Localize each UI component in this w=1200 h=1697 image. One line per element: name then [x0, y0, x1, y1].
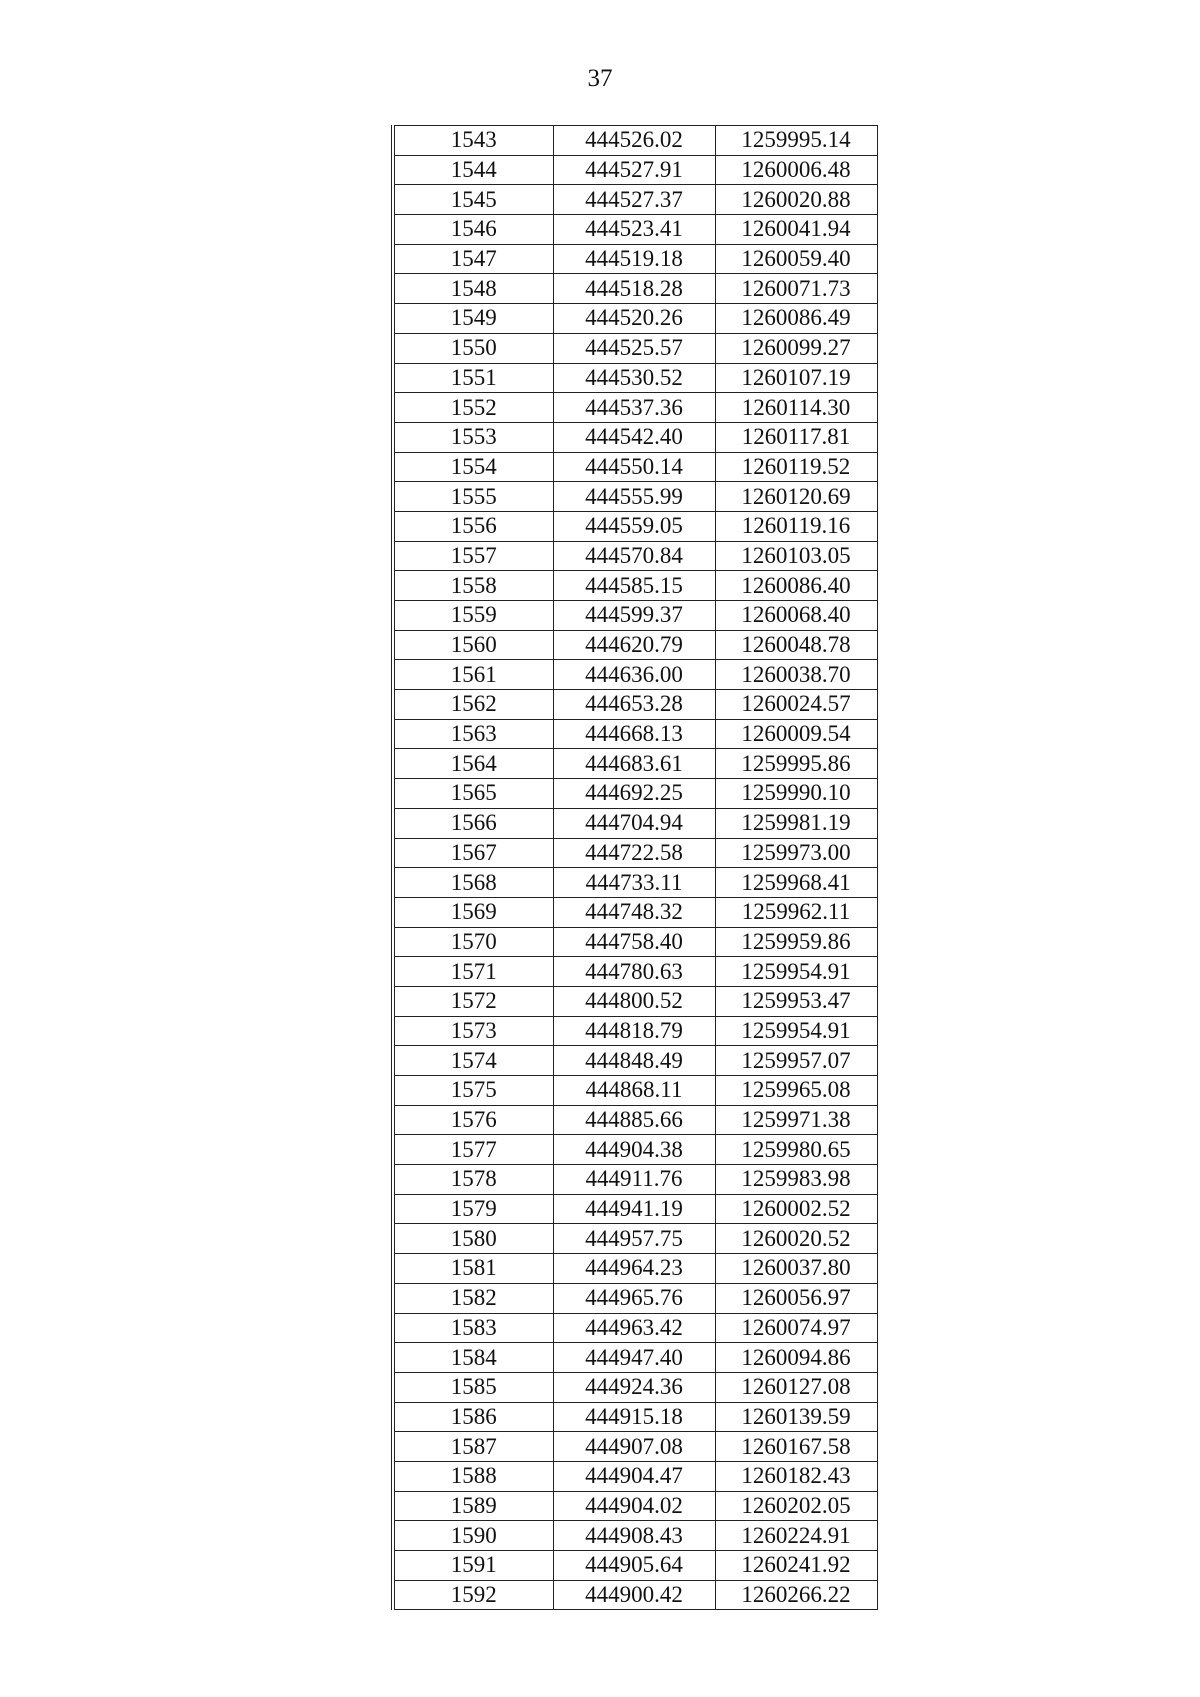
- y-coordinate-cell: 1260127.08: [715, 1372, 877, 1402]
- x-coordinate-cell: 444559.05: [553, 511, 715, 541]
- point-number-cell: 1588: [393, 1461, 553, 1491]
- x-coordinate-cell: 444636.00: [553, 660, 715, 690]
- point-number-cell: 1570: [393, 927, 553, 957]
- y-coordinate-cell: 1259965.08: [715, 1076, 877, 1106]
- table-row: [393, 1580, 877, 1610]
- x-coordinate-cell: 444965.76: [553, 1283, 715, 1313]
- point-number-cell: 1585: [393, 1372, 553, 1402]
- y-coordinate-cell: 1260068.40: [715, 601, 877, 631]
- x-coordinate-cell: 444908.43: [553, 1521, 715, 1551]
- x-coordinate-cell: 444585.15: [553, 571, 715, 601]
- y-coordinate-cell: 1260241.92: [715, 1551, 877, 1581]
- point-number-cell: 1575: [393, 1076, 553, 1106]
- point-number-cell: 1564: [393, 749, 553, 779]
- y-coordinate-cell: 1260009.54: [715, 719, 877, 749]
- table-row: [393, 1461, 877, 1491]
- point-number-cell: 1552: [393, 393, 553, 423]
- x-coordinate-cell: 444904.38: [553, 1135, 715, 1165]
- point-number-cell: 1565: [393, 779, 553, 809]
- point-number-cell: 1545: [393, 185, 553, 215]
- y-coordinate-cell: 1260038.70: [715, 660, 877, 690]
- table-row: [393, 511, 877, 541]
- point-number-cell: 1548: [393, 274, 553, 304]
- x-coordinate-cell: 444518.28: [553, 274, 715, 304]
- table-row: [393, 393, 877, 423]
- point-number-cell: 1558: [393, 571, 553, 601]
- table-row: [393, 1283, 877, 1313]
- table-row: [393, 838, 877, 868]
- y-coordinate-cell: 1260024.57: [715, 690, 877, 720]
- x-coordinate-cell: 444526.02: [553, 126, 715, 156]
- y-coordinate-cell: 1260071.73: [715, 274, 877, 304]
- x-coordinate-cell: 444692.25: [553, 779, 715, 809]
- y-coordinate-cell: 1260059.40: [715, 244, 877, 274]
- y-coordinate-cell: 1260086.49: [715, 304, 877, 334]
- table-row: [393, 1432, 877, 1462]
- point-number-cell: 1557: [393, 541, 553, 571]
- x-coordinate-cell: 444520.26: [553, 304, 715, 334]
- point-number-cell: 1561: [393, 660, 553, 690]
- x-coordinate-cell: 444868.11: [553, 1076, 715, 1106]
- point-number-cell: 1553: [393, 422, 553, 452]
- point-number-cell: 1579: [393, 1194, 553, 1224]
- point-number-cell: 1576: [393, 1105, 553, 1135]
- x-coordinate-cell: 444848.49: [553, 1046, 715, 1076]
- point-number-cell: 1555: [393, 482, 553, 512]
- table-row: [393, 1224, 877, 1254]
- y-coordinate-cell: 1260048.78: [715, 630, 877, 660]
- table-row: [393, 986, 877, 1016]
- y-coordinate-cell: 1260182.43: [715, 1461, 877, 1491]
- x-coordinate-cell: 444599.37: [553, 601, 715, 631]
- point-number-cell: 1589: [393, 1491, 553, 1521]
- table-row: [393, 1313, 877, 1343]
- table-row: [393, 304, 877, 334]
- y-coordinate-cell: 1259995.14: [715, 126, 877, 156]
- point-number-cell: 1554: [393, 452, 553, 482]
- y-coordinate-cell: 1259954.91: [715, 957, 877, 987]
- table-row: [393, 1372, 877, 1402]
- coordinates-table: [391, 125, 878, 1610]
- x-coordinate-cell: 444525.57: [553, 333, 715, 363]
- point-number-cell: 1586: [393, 1402, 553, 1432]
- table-row: [393, 1491, 877, 1521]
- x-coordinate-cell: 444941.19: [553, 1194, 715, 1224]
- table-row: [393, 1135, 877, 1165]
- x-coordinate-cell: 444722.58: [553, 838, 715, 868]
- x-coordinate-cell: 444555.99: [553, 482, 715, 512]
- point-number-cell: 1567: [393, 838, 553, 868]
- table-row: [393, 927, 877, 957]
- table-row: [393, 601, 877, 631]
- x-coordinate-cell: 444668.13: [553, 719, 715, 749]
- x-coordinate-cell: 444904.47: [553, 1461, 715, 1491]
- point-number-cell: 1580: [393, 1224, 553, 1254]
- y-coordinate-cell: 1260002.52: [715, 1194, 877, 1224]
- table-row: [393, 452, 877, 482]
- x-coordinate-cell: 444748.32: [553, 897, 715, 927]
- table-row: [393, 422, 877, 452]
- point-number-cell: 1569: [393, 897, 553, 927]
- table-row: [393, 482, 877, 512]
- x-coordinate-cell: 444907.08: [553, 1432, 715, 1462]
- point-number-cell: 1590: [393, 1521, 553, 1551]
- point-number-cell: 1562: [393, 690, 553, 720]
- table-row: [393, 779, 877, 809]
- y-coordinate-cell: 1260041.94: [715, 215, 877, 245]
- y-coordinate-cell: 1259971.38: [715, 1105, 877, 1135]
- y-coordinate-cell: 1260117.81: [715, 422, 877, 452]
- table-row: [393, 274, 877, 304]
- table-row: [393, 1046, 877, 1076]
- y-coordinate-cell: 1260266.22: [715, 1580, 877, 1610]
- y-coordinate-cell: 1260114.30: [715, 393, 877, 423]
- y-coordinate-cell: 1260037.80: [715, 1254, 877, 1284]
- table-row: [393, 1254, 877, 1284]
- table-row: [393, 1521, 877, 1551]
- y-coordinate-cell: 1260020.88: [715, 185, 877, 215]
- y-coordinate-cell: 1260094.86: [715, 1343, 877, 1373]
- y-coordinate-cell: 1259957.07: [715, 1046, 877, 1076]
- point-number-cell: 1582: [393, 1283, 553, 1313]
- x-coordinate-cell: 444947.40: [553, 1343, 715, 1373]
- y-coordinate-cell: 1260202.05: [715, 1491, 877, 1521]
- table-row: [393, 630, 877, 660]
- y-coordinate-cell: 1260120.69: [715, 482, 877, 512]
- x-coordinate-cell: 444550.14: [553, 452, 715, 482]
- point-number-cell: 1551: [393, 363, 553, 393]
- point-number-cell: 1587: [393, 1432, 553, 1462]
- table-row: [393, 185, 877, 215]
- table-row: [393, 1076, 877, 1106]
- y-coordinate-cell: 1260107.19: [715, 363, 877, 393]
- x-coordinate-cell: 444527.91: [553, 155, 715, 185]
- x-coordinate-cell: 444570.84: [553, 541, 715, 571]
- x-coordinate-cell: 444924.36: [553, 1372, 715, 1402]
- x-coordinate-cell: 444800.52: [553, 986, 715, 1016]
- point-number-cell: 1578: [393, 1165, 553, 1195]
- y-coordinate-cell: 1260056.97: [715, 1283, 877, 1313]
- y-coordinate-cell: 1259954.91: [715, 1016, 877, 1046]
- table-row: [393, 155, 877, 185]
- x-coordinate-cell: 444523.41: [553, 215, 715, 245]
- point-number-cell: 1543: [393, 126, 553, 156]
- coordinates-table-body: [393, 126, 877, 1610]
- table-row: [393, 1105, 877, 1135]
- point-number-cell: 1556: [393, 511, 553, 541]
- x-coordinate-cell: 444963.42: [553, 1313, 715, 1343]
- x-coordinate-cell: 444915.18: [553, 1402, 715, 1432]
- point-number-cell: 1577: [393, 1135, 553, 1165]
- y-coordinate-cell: 1260006.48: [715, 155, 877, 185]
- y-coordinate-cell: 1259959.86: [715, 927, 877, 957]
- table-row: [393, 719, 877, 749]
- y-coordinate-cell: 1260139.59: [715, 1402, 877, 1432]
- x-coordinate-cell: 444653.28: [553, 690, 715, 720]
- table-row: [393, 868, 877, 898]
- point-number-cell: 1544: [393, 155, 553, 185]
- x-coordinate-cell: 444818.79: [553, 1016, 715, 1046]
- point-number-cell: 1573: [393, 1016, 553, 1046]
- point-number-cell: 1591: [393, 1551, 553, 1581]
- y-coordinate-cell: 1259953.47: [715, 986, 877, 1016]
- table-row: [393, 571, 877, 601]
- y-coordinate-cell: 1259990.10: [715, 779, 877, 809]
- y-coordinate-cell: 1260099.27: [715, 333, 877, 363]
- point-number-cell: 1568: [393, 868, 553, 898]
- table-row: [393, 897, 877, 927]
- y-coordinate-cell: 1260224.91: [715, 1521, 877, 1551]
- x-coordinate-cell: 444519.18: [553, 244, 715, 274]
- table-row: [393, 541, 877, 571]
- point-number-cell: 1549: [393, 304, 553, 334]
- point-number-cell: 1574: [393, 1046, 553, 1076]
- y-coordinate-cell: 1259973.00: [715, 838, 877, 868]
- y-coordinate-cell: 1260103.05: [715, 541, 877, 571]
- point-number-cell: 1583: [393, 1313, 553, 1343]
- point-number-cell: 1584: [393, 1343, 553, 1373]
- x-coordinate-cell: 444683.61: [553, 749, 715, 779]
- y-coordinate-cell: 1260086.40: [715, 571, 877, 601]
- y-coordinate-cell: 1259980.65: [715, 1135, 877, 1165]
- x-coordinate-cell: 444530.52: [553, 363, 715, 393]
- point-number-cell: 1566: [393, 808, 553, 838]
- table-row: [393, 1194, 877, 1224]
- y-coordinate-cell: 1260119.52: [715, 452, 877, 482]
- point-number-cell: 1572: [393, 986, 553, 1016]
- table-row: [393, 957, 877, 987]
- y-coordinate-cell: 1259981.19: [715, 808, 877, 838]
- y-coordinate-cell: 1259983.98: [715, 1165, 877, 1195]
- y-coordinate-cell: 1260119.16: [715, 511, 877, 541]
- x-coordinate-cell: 444904.02: [553, 1491, 715, 1521]
- table-row: [393, 1165, 877, 1195]
- y-coordinate-cell: 1260020.52: [715, 1224, 877, 1254]
- table-row: [393, 808, 877, 838]
- table-row: [393, 333, 877, 363]
- table-row: [393, 1551, 877, 1581]
- point-number-cell: 1546: [393, 215, 553, 245]
- y-coordinate-cell: 1259995.86: [715, 749, 877, 779]
- table-row: [393, 244, 877, 274]
- x-coordinate-cell: 444964.23: [553, 1254, 715, 1284]
- x-coordinate-cell: 444957.75: [553, 1224, 715, 1254]
- x-coordinate-cell: 444911.76: [553, 1165, 715, 1195]
- x-coordinate-cell: 444885.66: [553, 1105, 715, 1135]
- x-coordinate-cell: 444780.63: [553, 957, 715, 987]
- point-number-cell: 1563: [393, 719, 553, 749]
- page-number: 37: [587, 65, 613, 92]
- table-row: [393, 215, 877, 245]
- x-coordinate-cell: 444900.42: [553, 1580, 715, 1610]
- x-coordinate-cell: 444542.40: [553, 422, 715, 452]
- y-coordinate-cell: 1259962.11: [715, 897, 877, 927]
- x-coordinate-cell: 444733.11: [553, 868, 715, 898]
- point-number-cell: 1547: [393, 244, 553, 274]
- point-number-cell: 1560: [393, 630, 553, 660]
- point-number-cell: 1559: [393, 601, 553, 631]
- y-coordinate-cell: 1260167.58: [715, 1432, 877, 1462]
- x-coordinate-cell: 444758.40: [553, 927, 715, 957]
- x-coordinate-cell: 444704.94: [553, 808, 715, 838]
- table-row: [393, 1402, 877, 1432]
- point-number-cell: 1550: [393, 333, 553, 363]
- point-number-cell: 1592: [393, 1580, 553, 1610]
- table-row: [393, 126, 877, 156]
- x-coordinate-cell: 444620.79: [553, 630, 715, 660]
- point-number-cell: 1581: [393, 1254, 553, 1284]
- y-coordinate-cell: 1260074.97: [715, 1313, 877, 1343]
- table-row: [393, 749, 877, 779]
- x-coordinate-cell: 444905.64: [553, 1551, 715, 1581]
- table-row: [393, 1343, 877, 1373]
- table-row: [393, 1016, 877, 1046]
- table-row: [393, 690, 877, 720]
- x-coordinate-cell: 444527.37: [553, 185, 715, 215]
- x-coordinate-cell: 444537.36: [553, 393, 715, 423]
- table-row: [393, 660, 877, 690]
- point-number-cell: 1571: [393, 957, 553, 987]
- table-row: [393, 363, 877, 393]
- y-coordinate-cell: 1259968.41: [715, 868, 877, 898]
